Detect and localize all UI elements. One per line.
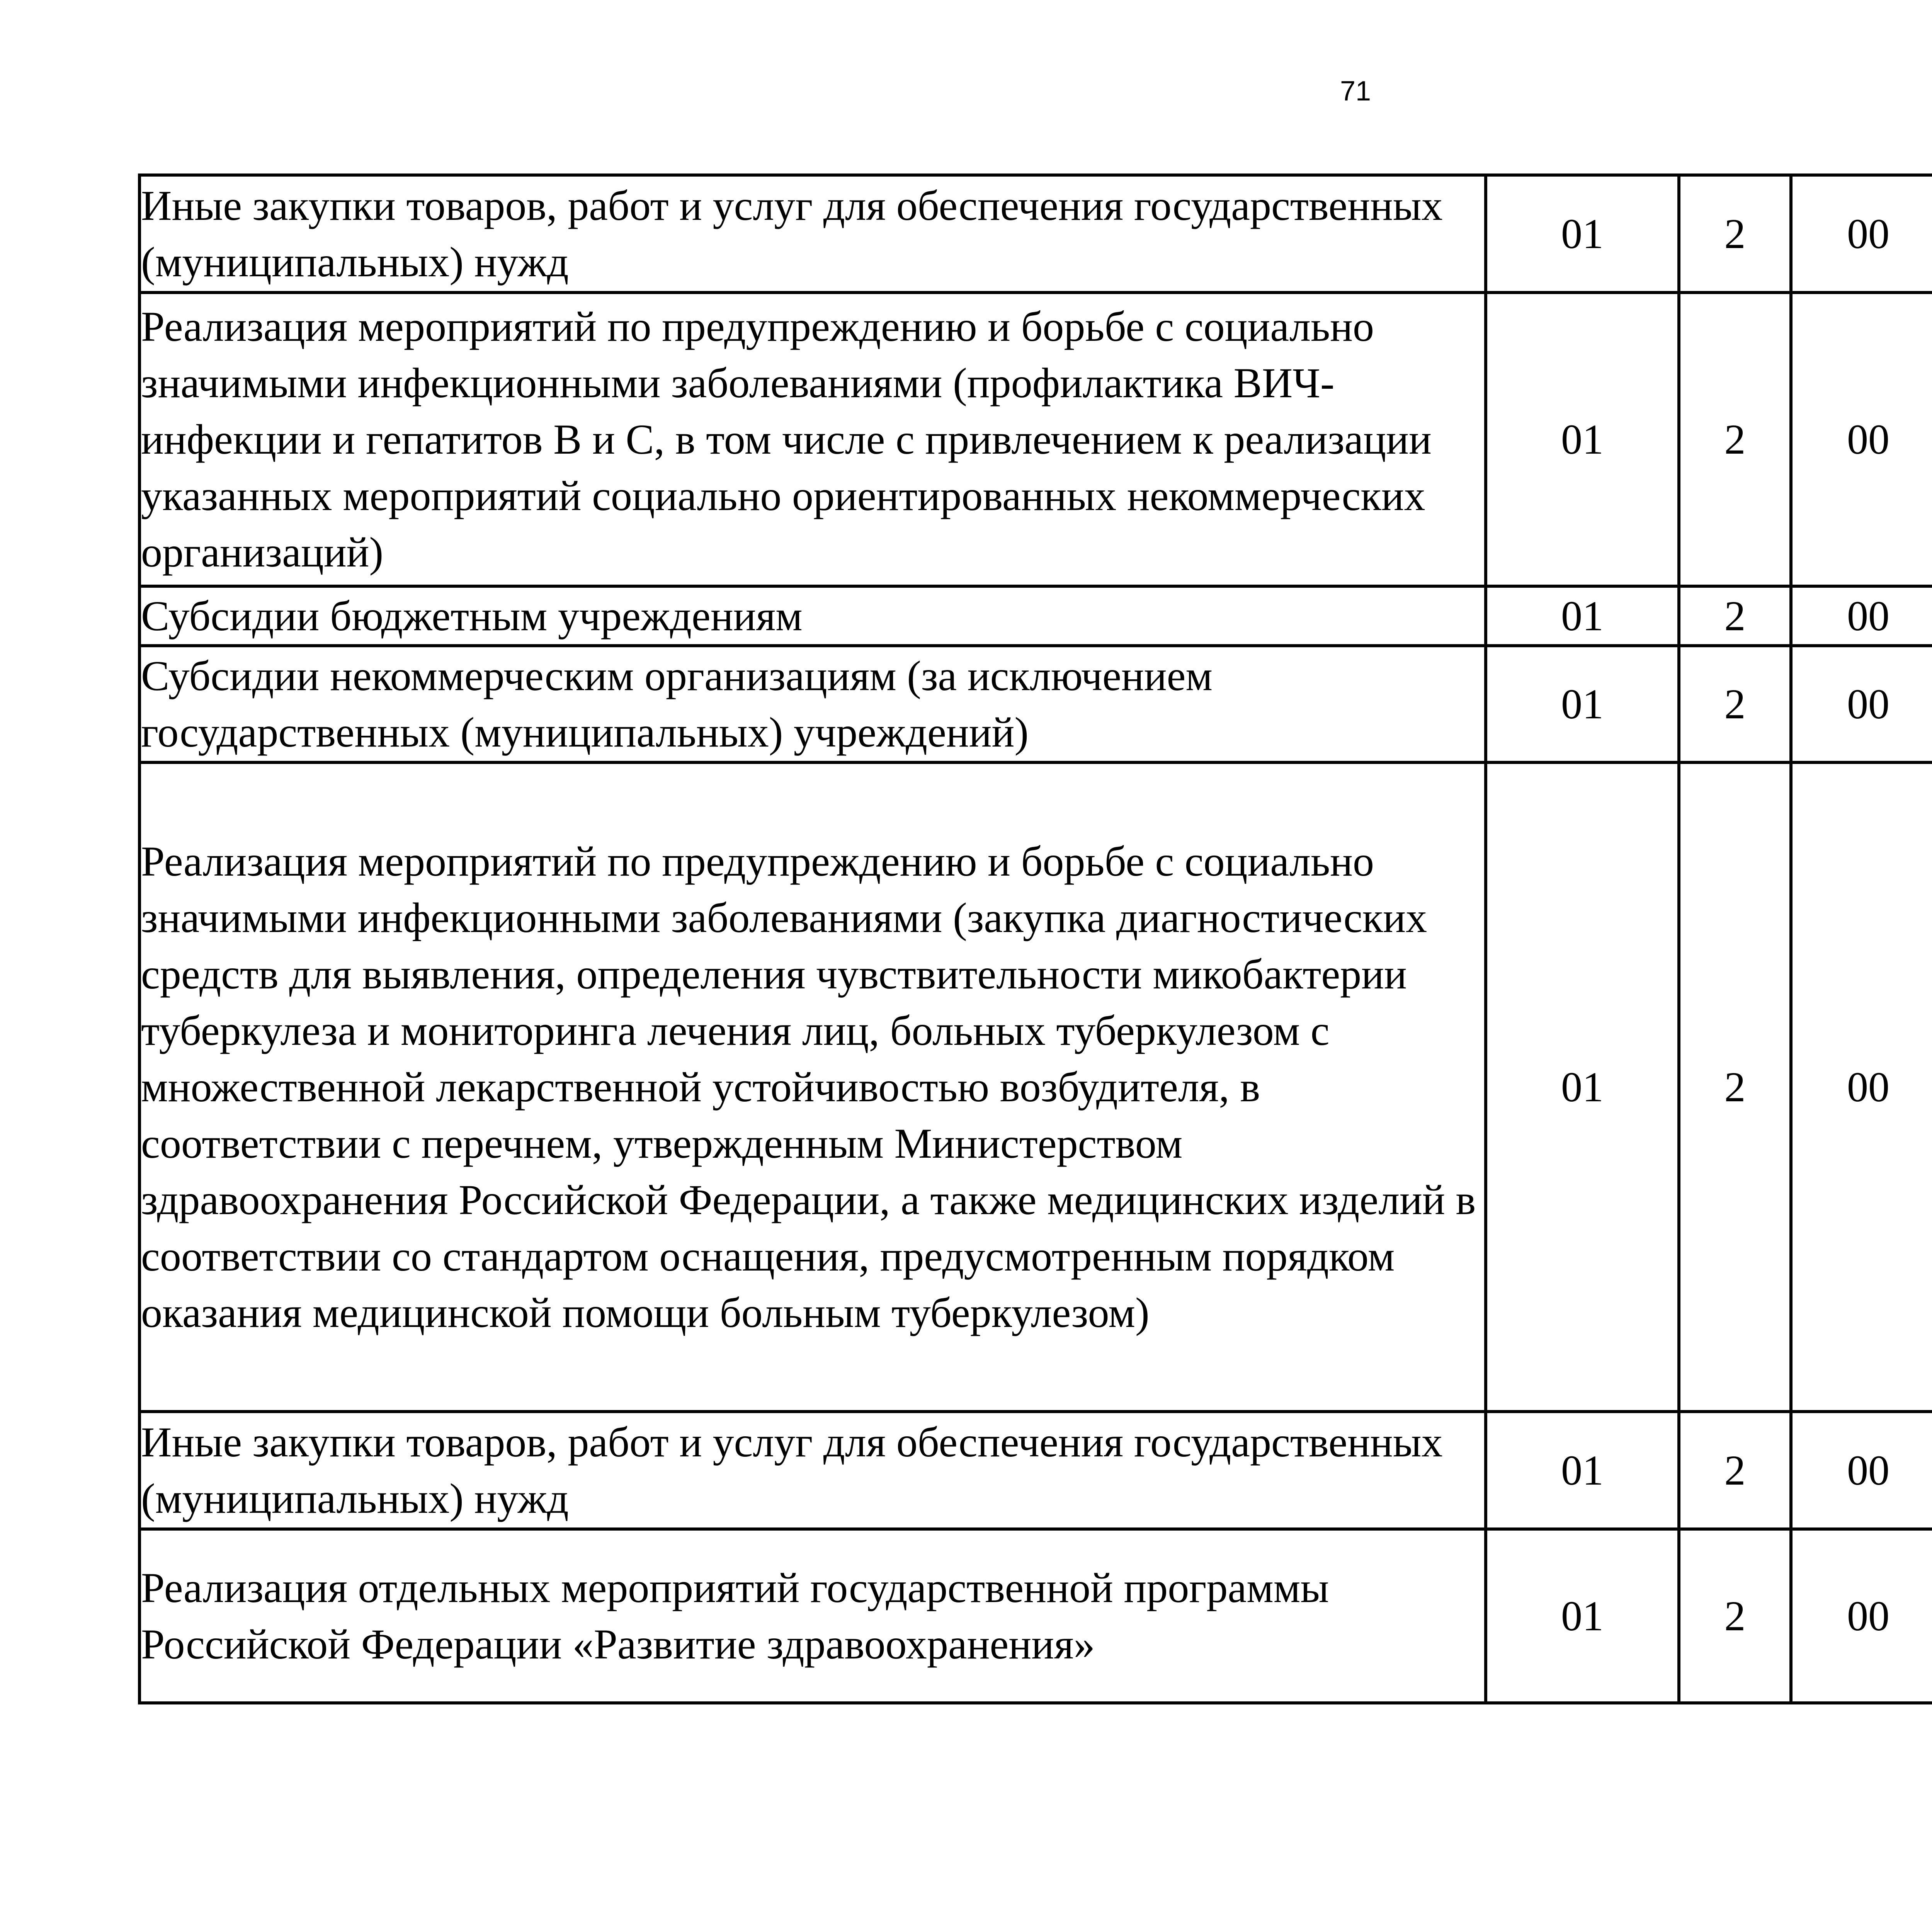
subprogram-code: 2 [1679, 646, 1791, 762]
table-row [139, 293, 1932, 586]
budget-table [138, 173, 1932, 1704]
table-row [139, 1412, 1932, 1529]
row-description: Реализация отдельных мероприятий государственной программы Российской Федерации «Развитие здравоохранения» [139, 1529, 1486, 1703]
table-row [139, 1529, 1932, 1703]
subprogram-code: 2 [1679, 175, 1791, 293]
table-row [139, 762, 1932, 1412]
program-code: 01 [1486, 293, 1679, 586]
table-row [139, 586, 1932, 646]
row-description: Иные закупки товаров, работ и услуг для обеспечения государственных (муниципальных) нужд [139, 1412, 1486, 1529]
group-code: 00 [1791, 175, 1932, 293]
program-code: 01 [1486, 1412, 1679, 1529]
table-row [139, 646, 1932, 762]
subprogram-code: 2 [1679, 1529, 1791, 1703]
page-number: 71 [1340, 76, 1371, 107]
group-code: 00 [1791, 1412, 1932, 1529]
subprogram-code: 2 [1679, 586, 1791, 646]
group-code: 00 [1791, 762, 1932, 1412]
group-code: 00 [1791, 646, 1932, 762]
program-code: 01 [1486, 586, 1679, 646]
program-code: 01 [1486, 175, 1679, 293]
row-description: Реализация мероприятий по предупреждению и борьбе с социально значимыми инфекционными заболеваниями (профилактика ВИЧ-инфекции и гепатитов B и C, в том числе с привлечением к реализации указанных мероприятий социально ориентированных некоммерческих организаций) [139, 293, 1486, 586]
subprogram-code: 2 [1679, 293, 1791, 586]
table-row [139, 175, 1932, 293]
subprogram-code: 2 [1679, 762, 1791, 1412]
row-description: Субсидии бюджетным учреждениям [139, 586, 1486, 646]
subprogram-code: 2 [1679, 1412, 1791, 1529]
row-description: Иные закупки товаров, работ и услуг для обеспечения государственных (муниципальных) нужд [139, 175, 1486, 293]
row-description: Реализация мероприятий по предупреждению и борьбе с социально значимыми инфекционными заболеваниями (закупка диагностических средств для выявления, определения чувствительности микобактерии туберкулеза и мониторинга лечения лиц, больных туберкулезом с множественной лекарственной устойчивостью возбудителя, в соответствии с перечнем, утвержденным Министерством здравоохранения Российской Федерации, а также медицинских изделий в соответствии со стандартом оснащения, предусмотренным порядком оказания медицинской помощи больным туберкулезом) [139, 762, 1486, 1412]
group-code: 00 [1791, 293, 1932, 586]
program-code: 01 [1486, 1529, 1679, 1703]
program-code: 01 [1486, 762, 1679, 1412]
row-description: Субсидии некоммерческим организациям (за исключением государственных (муниципальных) учреждений) [139, 646, 1486, 762]
group-code: 00 [1791, 586, 1932, 646]
program-code: 01 [1486, 646, 1679, 762]
group-code: 00 [1791, 1529, 1932, 1703]
